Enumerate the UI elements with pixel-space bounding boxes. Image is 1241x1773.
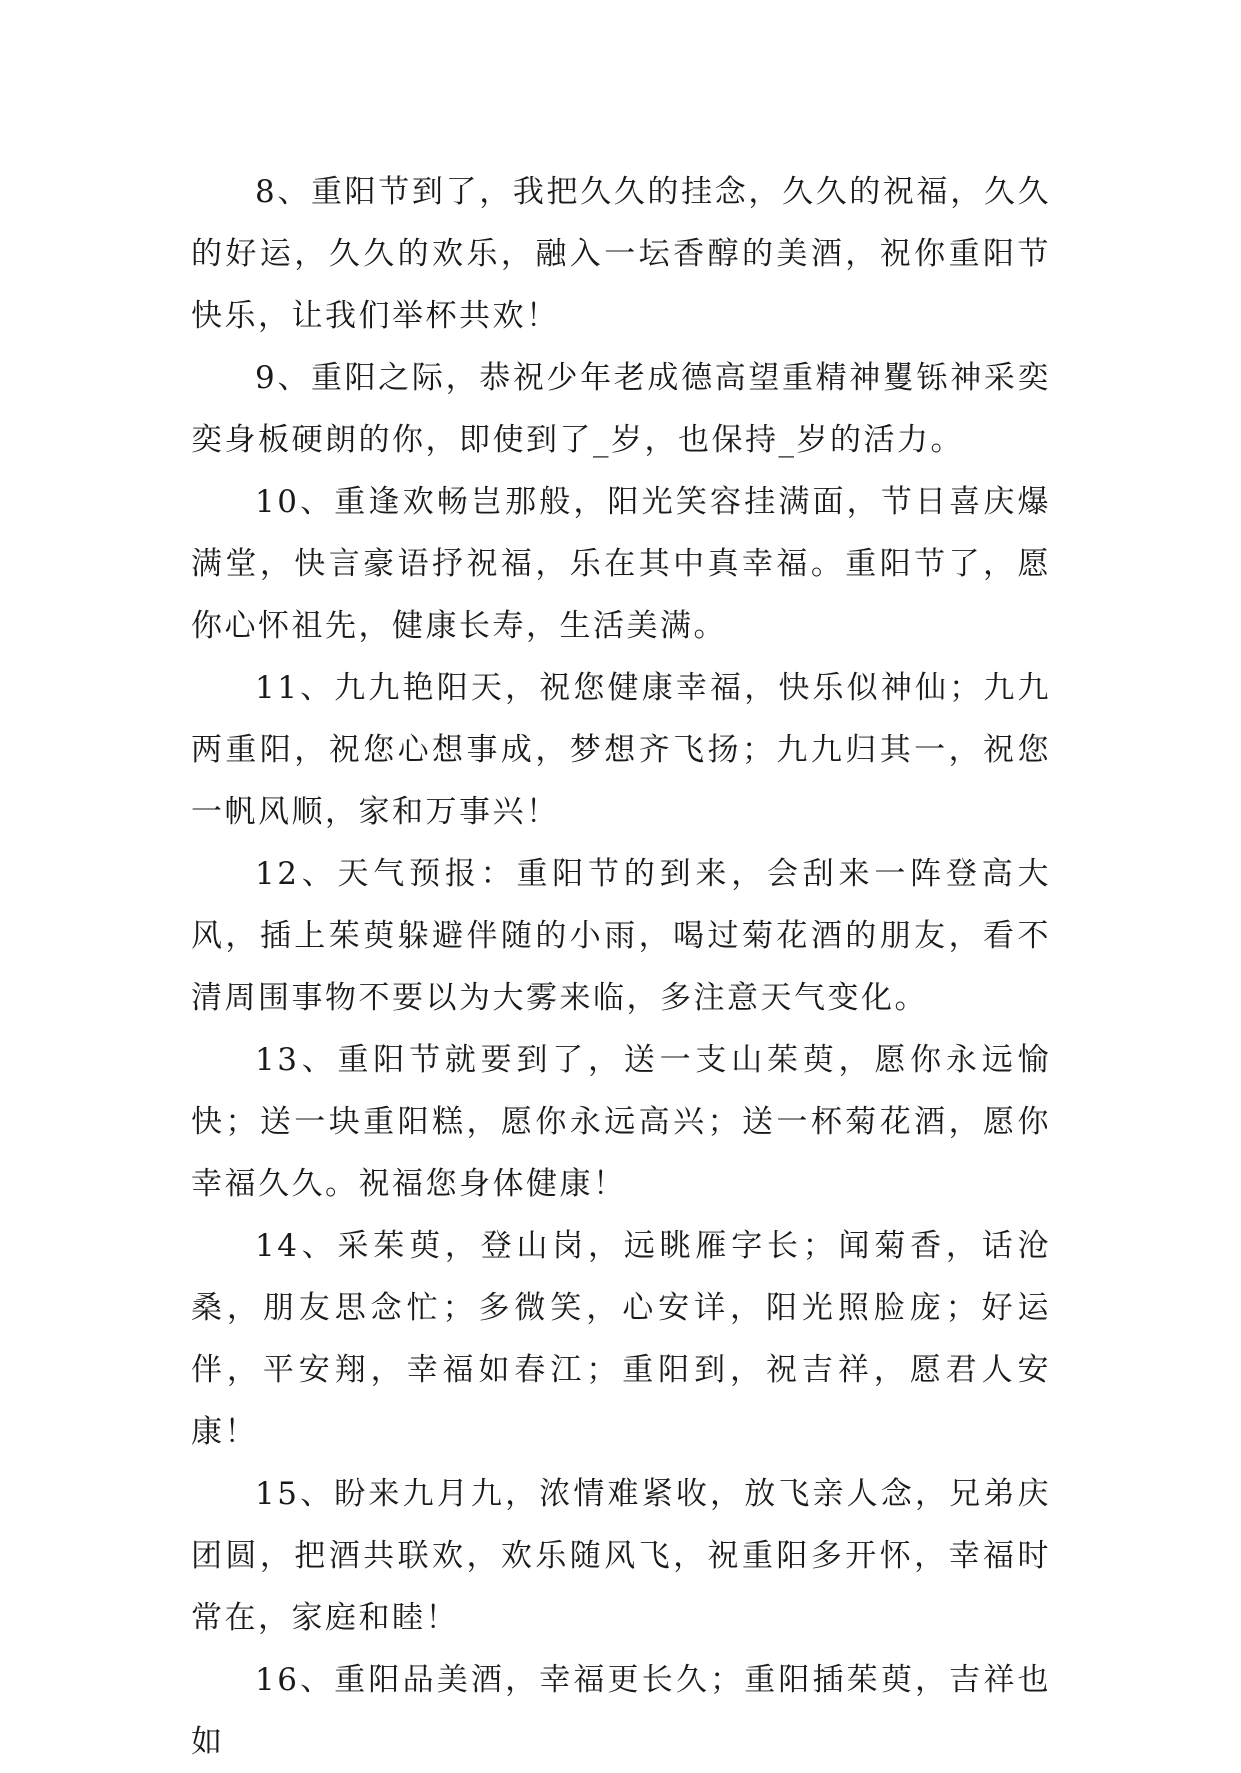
paragraph-12: 12、天气预报：重阳节的到来，会刮来一阵登高大风，插上茱萸躲避伴随的小雨，喝过菊花酒的朋友，看不清周围事物不要以为大雾来临，多注意天气变化。 <box>191 856 1051 1016</box>
paragraph-11: 11、九九艳阳天，祝您健康幸福，快乐似神仙；九九两重阳，祝您心想事成，梦想齐飞扬；九九归其一，祝您一帆风顺，家和万事兴！ <box>191 670 1051 830</box>
paragraph-14: 14、采茱萸，登山岗，远眺雁字长；闻菊香，话沧桑，朋友思念忙；多微笑，心安详，阳光照脸庞；好运伴，平安翔，幸福如春江；重阳到，祝吉祥，愿君人安康！ <box>191 1228 1051 1450</box>
paragraph-13: 13、重阳节就要到了，送一支山茱萸，愿你永远愉快；送一块重阳糕，愿你永远高兴；送一杯菊花酒，愿你幸福久久。祝福您身体健康！ <box>191 1042 1051 1202</box>
paragraph-16: 16、重阳品美酒，幸福更长久；重阳插茱萸，吉祥也如 <box>191 1662 1051 1760</box>
document-body <box>191 161 1051 1773</box>
paragraph-15: 15、盼来九月九，浓情难紧收，放飞亲人念，兄弟庆团圆，把酒共联欢，欢乐随风飞，祝重阳多开怀，幸福时常在，家庭和睦！ <box>191 1476 1051 1636</box>
paragraph-9: 9、重阳之际，恭祝少年老成德高望重精神矍铄神采奕奕身板硬朗的你，即使到了_岁，也保持_岁的活力。 <box>191 360 1051 458</box>
paragraph-10: 10、重逢欢畅岂那般，阳光笑容挂满面，节日喜庆爆满堂，快言豪语抒祝福，乐在其中真幸福。重阳节了，愿你心怀祖先，健康长寿，生活美满。 <box>191 484 1051 644</box>
paragraph-8: 8、重阳节到了，我把久久的挂念，久久的祝福，久久的好运，久久的欢乐，融入一坛香醇的美酒，祝你重阳节快乐，让我们举杯共欢！ <box>191 174 1051 334</box>
